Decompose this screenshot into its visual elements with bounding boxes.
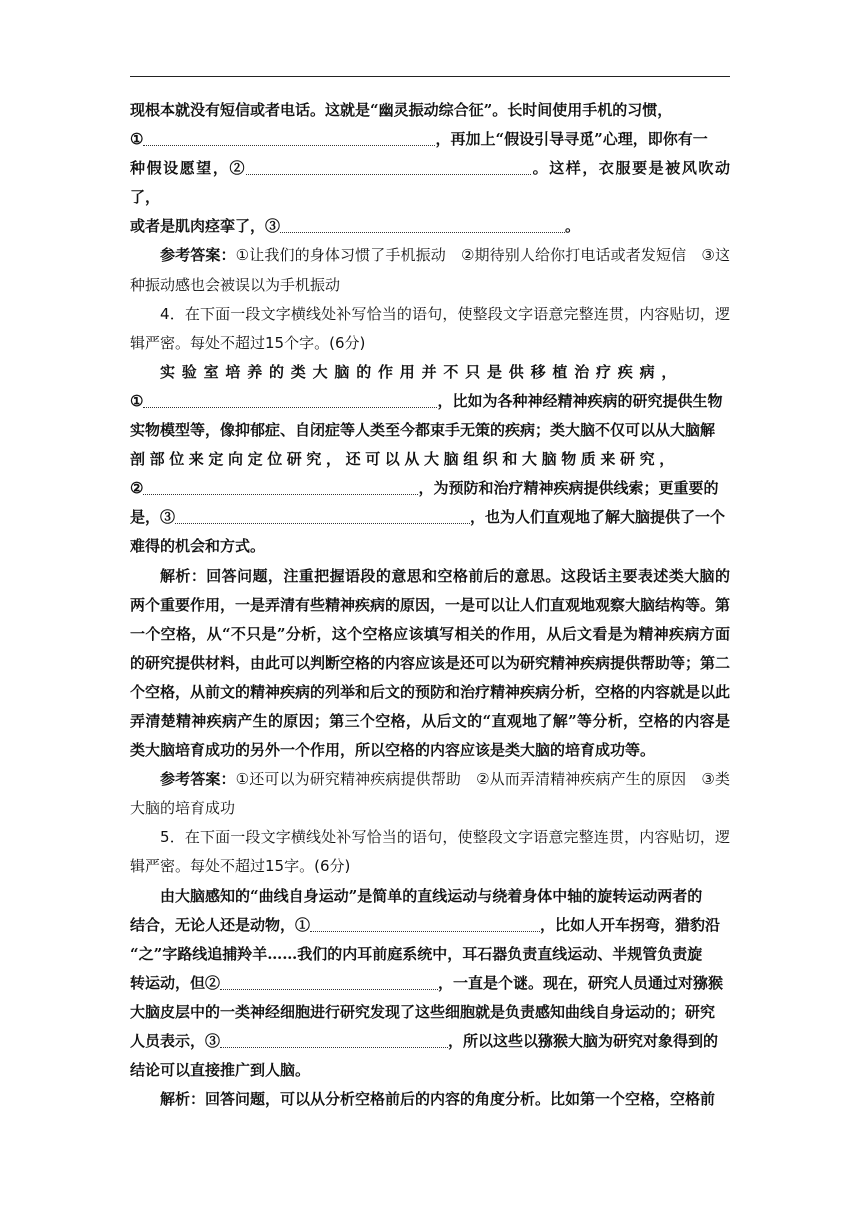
text-segment: 结合，无论人还是动物，① — [130, 915, 311, 934]
fill-blank — [246, 160, 531, 175]
fill-blank — [220, 975, 438, 990]
text-segment: ① — [130, 130, 144, 149]
text-segment: ，所以这些以猕猴大脑为研究对象得到的 — [448, 1032, 719, 1050]
text-segment: ② — [130, 479, 144, 498]
text-segment: ① — [130, 391, 144, 410]
fill-blank — [280, 218, 565, 233]
text-segment: ，比如为各种神经精神疾病的研究提供生物 — [437, 391, 723, 410]
fill-blank — [143, 131, 435, 146]
text-line: 难得的机会和方式。 — [130, 537, 266, 556]
paragraph — [130, 445, 730, 474]
text-segment: ，比如人开车拐弯，猎豹沿 — [540, 915, 721, 934]
question-text: 4．在下面一段文字横线处补写恰当的语句，使整段文字语意完整连贯，内容贴切，逻辑严密。每处不超过15个字。(6分) — [130, 304, 730, 352]
text-line: 由大脑感知的“曲线自身运动”是简单的直线运动与绕着身体中轴的旋转运动两者的 — [160, 886, 703, 905]
text-line: 实物模型等，像抑郁症、自闭症等人类至今都束手无策的疾病；类大脑不仅可以从大脑解 — [130, 421, 716, 440]
paragraph — [130, 474, 730, 503]
document-body — [130, 96, 730, 1114]
text-line: “之”字路线追捕羚羊……我们的内耳前庭系统中，耳石器负责直线运动、半规管负责旋 — [130, 944, 703, 963]
fill-blank — [220, 1033, 448, 1048]
answer-text: ①让我们的身体习惯了手机振动 ②期待别人给你打电话或者发短信 ③这种振动感也会被误以为手机振动 — [130, 246, 730, 294]
paragraph — [130, 1056, 730, 1085]
fill-blank — [310, 917, 540, 932]
text-segment: 或者是肌肉痉挛了，③ — [130, 217, 281, 236]
paragraph — [130, 387, 730, 416]
text-line: 剖部位来定向定位研究，还可以从大脑组织和大脑物质来研究， — [130, 450, 679, 469]
text-line: 现根本就没有短信或者电话。这就是“幽灵振动综合征”。长时间使用手机的习惯， — [130, 101, 673, 119]
paragraph — [130, 940, 730, 969]
fill-blank — [175, 509, 470, 524]
text-segment: ，再加上“假设引导寻觅”心理，即你有一 — [435, 130, 708, 149]
answer-paragraph — [130, 765, 730, 823]
analysis-text: 回答问题，注重把握语段的意思和空格前后的意思。这段话主要表述类大脑的两个重要作用，一是弄清有些精神疾病的原因，一是可以让人们直观地观察大脑结构等。第一个空格，从“不只是”分析，这个空格应该填写相关的作用，从后文看是为精神疾病方面的研究提供材料，由此可以判断空格的内容应该是还可以为研究精神疾病提供帮助等；第二个空格，从前文的精神疾病的列举和后文的预防和治疗精神疾病分析，空格的内容就是以此弄清楚精神疾病产生的原因；第三个空格，从后文的“直观地了解”等分析，空格的内容是类大脑培育成功的另外一个作用，所以空格的内容应该是类大脑的培育成功等。 — [130, 566, 731, 760]
text-segment: 是，③ — [130, 508, 176, 527]
analysis-text: 回答问题，可以从分析空格前后的内容的角度分析。比如第一个空格，空格前 — [205, 1090, 716, 1109]
header-rule — [130, 76, 730, 77]
paragraph — [130, 969, 730, 998]
answer-text: ①还可以为研究精神疾病提供帮助 ②从而弄清精神疾病产生的原因 ③类大脑的培育成功 — [130, 770, 730, 818]
paragraph — [130, 1027, 730, 1056]
question-4 — [130, 300, 730, 358]
fill-blank — [143, 480, 418, 495]
paragraph — [130, 96, 730, 125]
text-segment: 。 — [565, 217, 581, 236]
answer-paragraph — [130, 241, 730, 299]
analysis-paragraph — [130, 1085, 730, 1114]
analysis-label: 解析： — [160, 566, 207, 585]
fill-blank — [143, 393, 437, 408]
text-line: 实验室培养的类大脑的作用并不只是供移植治疗疾病， — [160, 362, 684, 381]
paragraph — [130, 882, 730, 911]
paragraph — [130, 416, 730, 445]
paragraph — [130, 503, 730, 532]
paragraph — [130, 358, 730, 387]
text-segment: 。这样，衣服要是被风吹动了， — [130, 159, 730, 207]
text-segment: ，也为人们直观地了解大脑提供了一个 — [470, 508, 726, 527]
question-5 — [130, 823, 730, 881]
text-segment: ，一直是个谜。现在，研究人员通过对猕猴 — [438, 973, 724, 992]
paragraph — [130, 212, 730, 241]
text-segment: 人员表示，③ — [130, 1032, 221, 1050]
paragraph — [130, 911, 730, 940]
text-segment: 种假设愿望，② — [130, 159, 247, 178]
answer-label: 参考答案： — [160, 246, 236, 265]
analysis-paragraph — [130, 562, 730, 766]
paragraph — [130, 154, 730, 212]
analysis-label: 解析： — [160, 1090, 206, 1109]
text-segment: ，为预防和治疗精神疾病提供线索；更重要的 — [418, 479, 719, 498]
answer-label: 参考答案： — [160, 770, 236, 789]
text-line: 结论可以直接推广到人脑。 — [130, 1061, 311, 1080]
paragraph — [130, 998, 730, 1027]
paragraph — [130, 532, 730, 561]
question-text: 5．在下面一段文字横线处补写恰当的语句，使整段文字语意完整连贯，内容贴切，逻辑严密。每处不超过15字。(6分) — [130, 828, 730, 876]
text-segment: 转运动，但② — [130, 973, 221, 992]
text-line: 大脑皮层中的一类神经细胞进行研究发现了这些细胞就是负责感知曲线自身运动的；研究 — [130, 1002, 716, 1021]
paragraph — [130, 125, 730, 154]
